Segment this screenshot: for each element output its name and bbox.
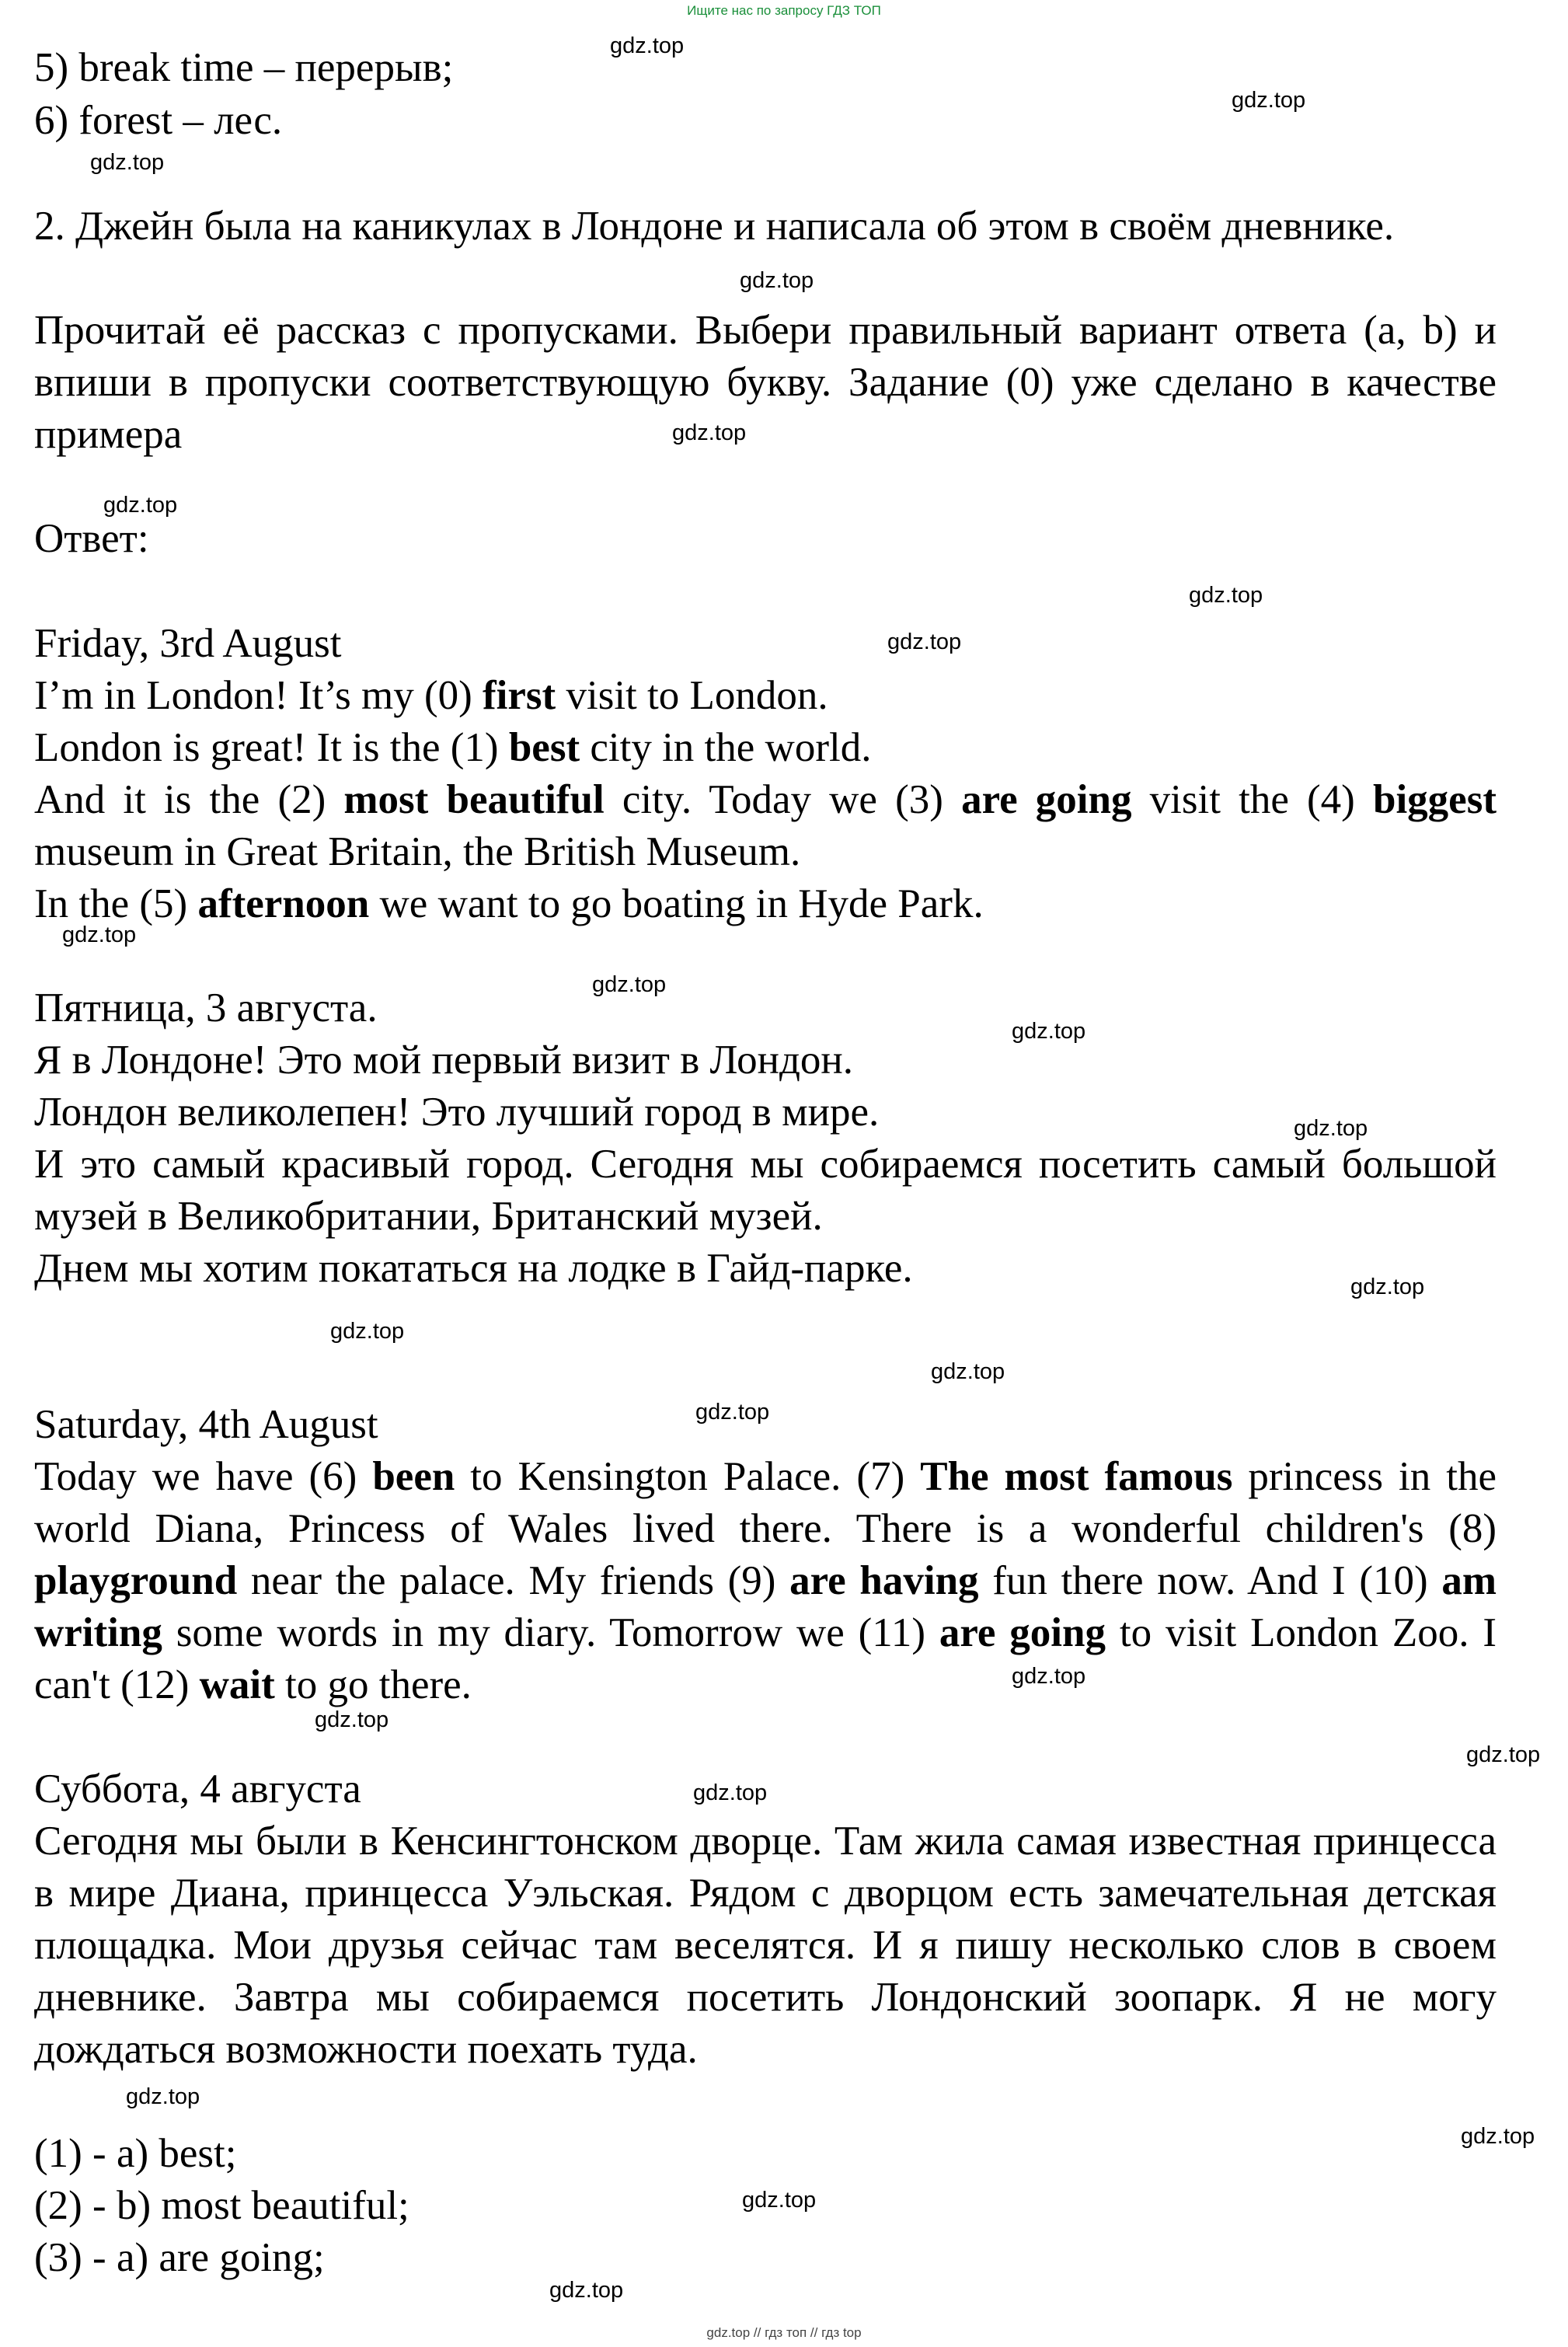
watermark: gdz.top xyxy=(1466,1742,1541,1767)
watermark: gdz.top xyxy=(103,493,178,518)
answer-word: afternoon xyxy=(197,881,370,926)
answer-word: are going xyxy=(961,777,1132,822)
vocab-item: 5) break time – перерыв; xyxy=(34,45,454,90)
friday-en-line-1: I’m in London! It’s my (0) first visit to London. xyxy=(34,673,828,718)
saturday-ru-date: Суббота, 4 августа xyxy=(34,1766,361,1812)
answer-word: biggest xyxy=(1372,777,1497,822)
friday-en-date: Friday, 3rd August xyxy=(34,621,342,666)
answer-word: wait xyxy=(199,1662,275,1707)
watermark: gdz.top xyxy=(1189,583,1263,608)
watermark: gdz.top xyxy=(1350,1275,1425,1299)
friday-en-para-3: And it is the (2) most beautiful city. Today we (3) are going visit the (4) biggest museum in Great Britain, the British Museum. xyxy=(34,777,1497,874)
friday-ru-line-2: Лондон великолепен! Это лучший город в мире. xyxy=(34,1090,880,1135)
watermark: gdz.top xyxy=(1012,1664,1086,1689)
answer-word: are having xyxy=(789,1558,979,1603)
watermark: gdz.top xyxy=(1232,88,1306,113)
watermark: gdz.top xyxy=(931,1359,1005,1384)
friday-ru-para-3: И это самый красивый город. Сегодня мы собираемся посетить самый большой музей в Великобритании, Британский музей. xyxy=(34,1142,1497,1239)
watermark: gdz.top xyxy=(610,33,685,58)
friday-ru-line-5: Днем мы хотим покататься на лодке в Гайд-парке. xyxy=(34,1246,913,1291)
answer-item: (2) - b) most beautiful; xyxy=(34,2183,409,2228)
watermark: gdz.top xyxy=(887,629,962,654)
watermark: gdz.top xyxy=(126,2084,200,2109)
answer-word: most beautiful xyxy=(343,777,605,822)
answer-label: Ответ: xyxy=(34,516,149,561)
saturday-en-date: Saturday, 4th August xyxy=(34,1402,378,1447)
answer-word: best xyxy=(508,725,580,770)
footer-banner[interactable]: gdz.top // гдз топ // гдз top xyxy=(706,2325,862,2340)
answer-word: are going xyxy=(939,1610,1106,1655)
task-instructions: Прочитай её рассказ с пропусками. Выбери правильный вариант ответа (a, b) и впиши в пропуски соответствующую букву. Задание (0) уже сделано в качестве примера xyxy=(34,308,1497,457)
answer-word: playground xyxy=(34,1558,238,1603)
watermark: gdz.top xyxy=(740,268,814,293)
friday-en-line-2: London is great! It is the (1) best city in the world. xyxy=(34,725,872,770)
watermark: gdz.top xyxy=(62,922,137,947)
saturday-en-paragraph: Today we have (6) been to Kensington Palace. (7) The most famous princess in the world Diana, Princess of Wales lived there. There is a wonderful children's (8) playground near the palace. My friends (9) are having fun there now. And I (10) am writing some words in my diary. Tomorrow we (11) are going to visit London Zoo. I can't (12) wait to go there. xyxy=(34,1454,1497,1707)
friday-ru-date: Пятница, 3 августа. xyxy=(34,985,378,1031)
watermark: gdz.top xyxy=(742,2188,817,2213)
watermark: gdz.top xyxy=(693,1780,768,1805)
watermark: gdz.top xyxy=(330,1319,405,1344)
watermark: gdz.top xyxy=(1294,1116,1368,1141)
watermark: gdz.top xyxy=(695,1400,770,1425)
friday-ru-line-1: Я в Лондоне! Это мой первый визит в Лондон. xyxy=(34,1037,854,1083)
watermark: gdz.top xyxy=(1461,2124,1535,2149)
watermark: gdz.top xyxy=(315,1707,389,1732)
friday-en-line-5: In the (5) afternoon we want to go boating in Hyde Park. xyxy=(34,881,984,926)
watermark: gdz.top xyxy=(1012,1019,1086,1044)
header-banner[interactable]: Ищите нас по запросу ГДЗ ТОП xyxy=(687,3,881,18)
answer-word: The most famous xyxy=(920,1454,1233,1499)
task-intro: 2. Джейн была на каникулах в Лондоне и написала об этом в своём дневнике. xyxy=(34,204,1395,249)
watermark: gdz.top xyxy=(672,420,747,445)
answer-item: (3) - a) are going; xyxy=(34,2235,325,2280)
saturday-ru-paragraph: Сегодня мы были в Кенсингтонском дворце. Там жила самая известная принцесса в мире Диана, принцесса Уэльская. Рядом с дворцом есть замечательная детская площадка. Мои друзья сейчас там веселятся. И я пишу несколько слов в своем дневнике. Завтра мы собираемся посетить Лондонский зоопарк. Я не могу дождаться возможности поехать туда. xyxy=(34,1819,1497,2072)
answer-word: been xyxy=(372,1454,455,1499)
answer-word: am writing xyxy=(34,1558,1497,1655)
answer-word: first xyxy=(483,673,556,718)
watermark: gdz.top xyxy=(592,972,667,997)
watermark: gdz.top xyxy=(549,2278,624,2303)
vocab-item: 6) forest – лес. xyxy=(34,98,283,143)
watermark: gdz.top xyxy=(90,150,165,175)
answer-item: (1) - a) best; xyxy=(34,2131,237,2176)
